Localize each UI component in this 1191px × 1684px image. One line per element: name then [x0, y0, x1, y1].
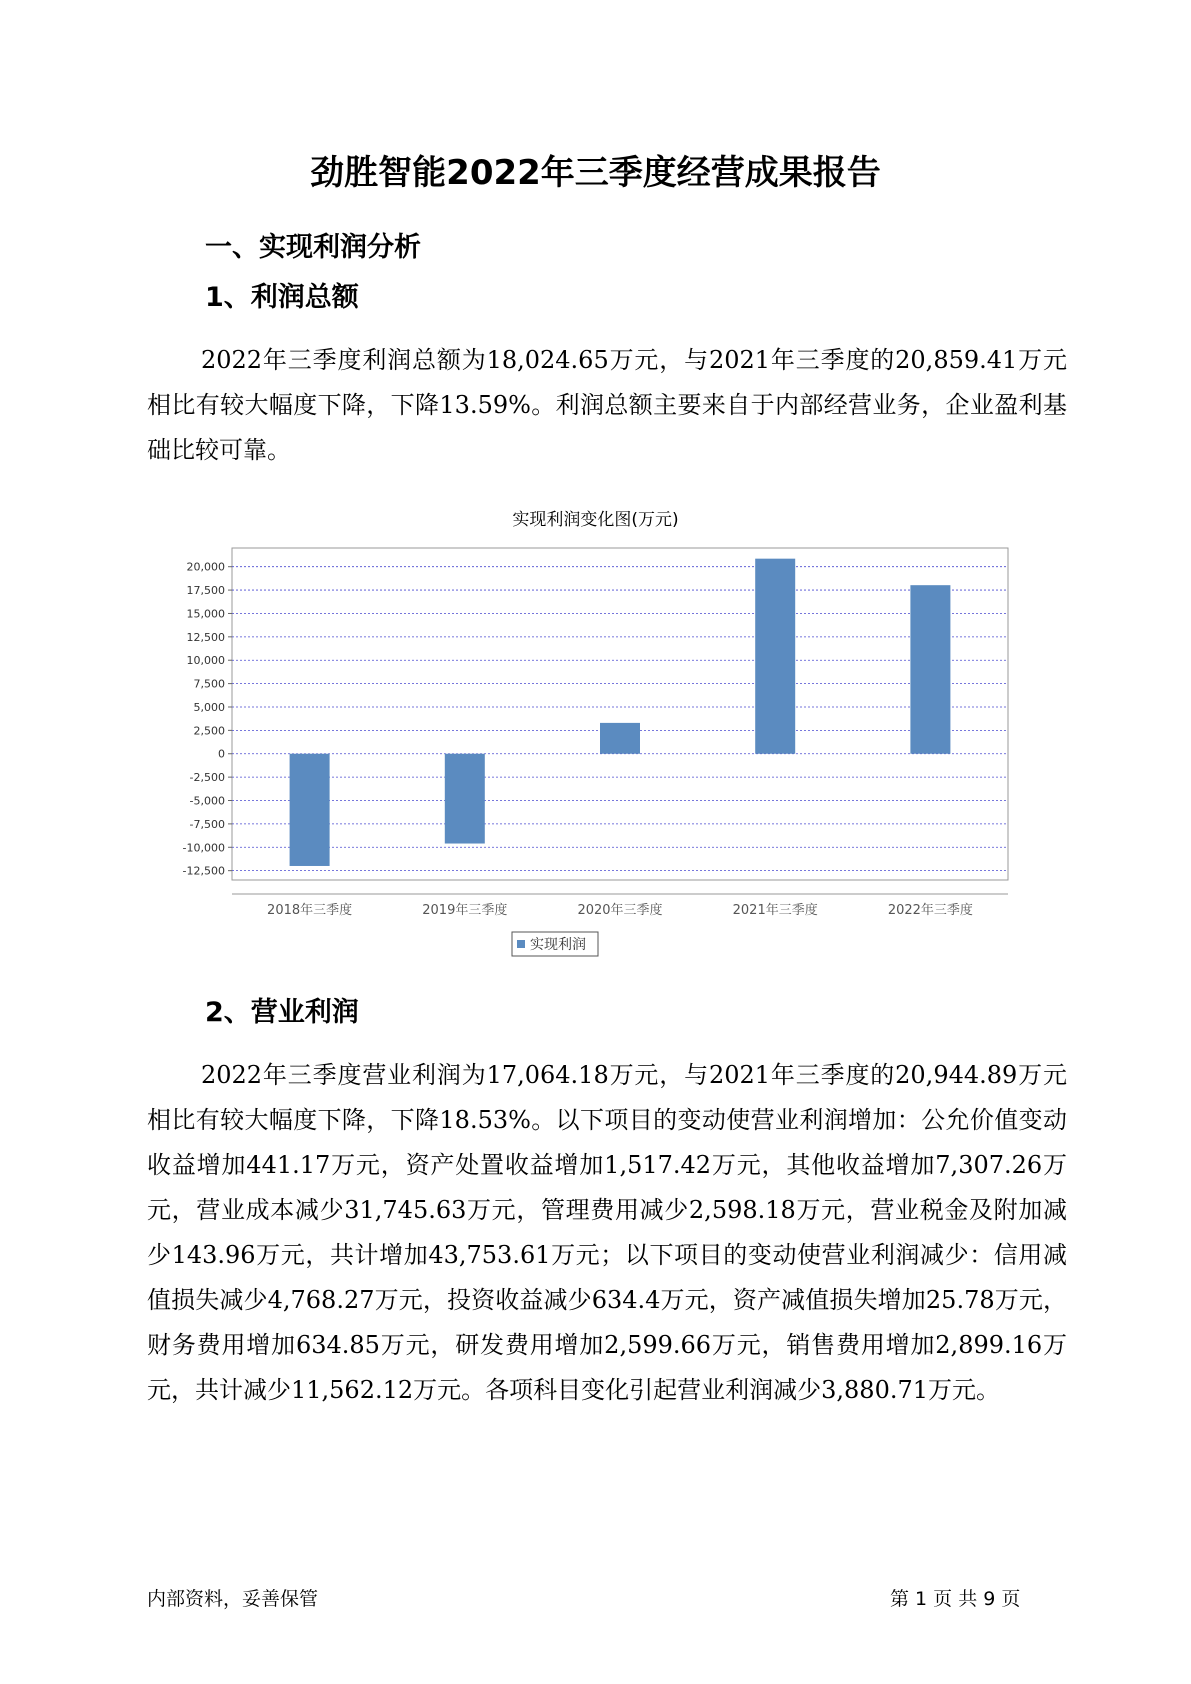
x-tick-label: 2019年三季度: [422, 903, 508, 918]
y-tick-label: 5,000: [193, 700, 225, 714]
footer-page-number: 第 1 页 共 9 页: [890, 1588, 1021, 1610]
y-tick-label: 10,000: [186, 654, 225, 668]
y-tick-label: 20,000: [186, 560, 225, 574]
subsection-heading-operating-profit: 2、营业利润: [205, 997, 359, 1028]
profit-bar-chart: [160, 540, 1020, 960]
subsection-heading-total-profit: 1、利润总额: [205, 282, 359, 313]
bar: [755, 559, 795, 754]
y-tick-label: 12,500: [186, 630, 225, 644]
paragraph-operating-profit: 2022年三季度营业利润为17,064.18万元，与2021年三季度的20,944.89万元相比有较大幅度下降，下降18.53%。以下项目的变动使营业利润增加：公允价值变动收益增加441.17万元，资产处置收益增加1,517.42万元，其他收益增加7,307.26万元，营业成本减少31,745.63万元，管理费用减少2,598.18万元，营业税金及附加减少143.96万元，共计增加43,753.61万元；以下项目的变动使营业利润减少：信用减值损失减少4,768.27万元，投资收益减少634.4万元，资产减值损失增加25.78万元，财务费用增加634.85万元，研发费用增加2,599.66万元，销售费用增加2,899.16万元，共计减少11,562.12万元。各项科目变化引起营业利润减少3,880.71万元。: [147, 1061, 1067, 1404]
y-tick-label: -7,500: [189, 817, 225, 831]
bar: [600, 723, 640, 754]
y-tick-label: 7,500: [193, 677, 225, 691]
y-tick-label: 15,000: [186, 607, 225, 621]
legend-label: 实现利润: [530, 937, 586, 953]
footer-confidential-note: 内部资料，妥善保管: [147, 1588, 319, 1610]
paragraph-total-profit: 2022年三季度利润总额为18,024.65万元，与2021年三季度的20,859.41万元相比有较大幅度下降，下降13.59%。利润总额主要来自于内部经营业务，企业盈利基础比较可靠。: [147, 346, 1067, 464]
section-heading-profit-analysis: 一、实现利润分析: [205, 232, 421, 263]
y-tick-label: 2,500: [193, 724, 225, 738]
x-tick-label: 2018年三季度: [267, 903, 353, 918]
chart-title: 实现利润变化图(万元): [512, 510, 679, 530]
y-tick-label: -12,500: [182, 864, 225, 878]
x-tick-label: 2020年三季度: [577, 903, 663, 918]
y-tick-label: 0: [218, 747, 225, 761]
y-tick-label: 17,500: [186, 584, 225, 598]
bar: [910, 585, 950, 754]
x-tick-label: 2022年三季度: [887, 903, 973, 918]
x-tick-label: 2021年三季度: [732, 903, 818, 918]
bar: [290, 754, 330, 866]
bar: [445, 754, 485, 844]
y-tick-label: -2,500: [189, 771, 225, 785]
plot-area: [232, 548, 1008, 880]
legend-swatch: [517, 940, 525, 948]
report-title: 劲胜智能2022年三季度经营成果报告: [310, 153, 881, 193]
y-tick-label: -10,000: [182, 841, 225, 855]
y-tick-label: -5,000: [189, 794, 225, 808]
